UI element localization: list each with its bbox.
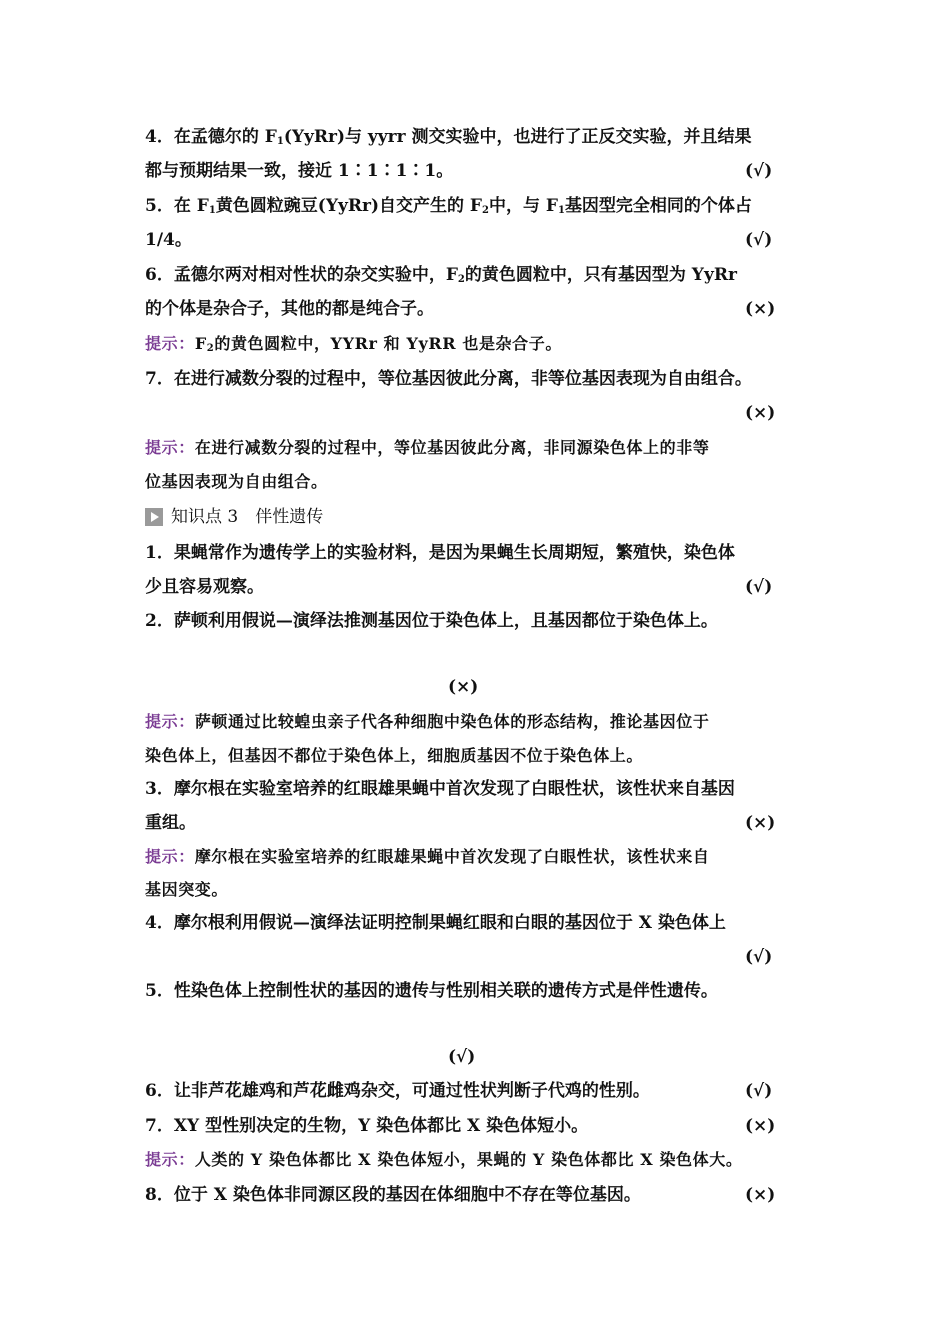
answer-mark-4: (√) — [745, 161, 773, 181]
hint-label: 提示： — [145, 712, 195, 731]
section-title: 知识点 3 伴性遗传 — [171, 507, 324, 527]
question-6-line-1: 6．孟德尔两对相对性状的杂交实验中，$F_2$的黄色圆粒中，只有基因型为 YyRr — [145, 265, 737, 285]
play-icon — [145, 508, 163, 526]
hint-6: 提示：$F_2$的黄色圆粒中，YYRr 和 YyRR 也是杂合子。 — [145, 334, 562, 354]
s3-question-3-line-2: 重组。 — [145, 813, 196, 833]
hint-label: 提示： — [145, 847, 195, 866]
hint-7-line-2: 位基因表现为自由组合。 — [145, 472, 328, 491]
s3-answer-mark-3: (×) — [745, 813, 776, 833]
question-4-line-2: 都与预期结果一致，接近 1∶1∶1∶1。 — [145, 161, 454, 181]
s3-answer-mark-8: (×) — [745, 1185, 776, 1205]
s3-hint-2-line-2: 染色体上，但基因不都位于染色体上，细胞质基因不位于染色体上。 — [145, 746, 644, 765]
s3-question-4-line-1: 4．摩尔根利用假说—演绎法证明控制果蝇红眼和白眼的基因位于 X 染色体上 — [145, 913, 726, 933]
s3-question-1-line-2: 少且容易观察。 — [145, 577, 264, 597]
hint-label: 提示： — [145, 1150, 195, 1169]
s3-hint-7: 提示：人类的 Y 染色体都比 X 染色体短小，果蝇的 Y 染色体都比 X 染色体大。 — [145, 1150, 743, 1169]
s3-question-7-line-1: 7．XY 型性别决定的生物，Y 染色体都比 X 染色体短小。 — [145, 1116, 589, 1136]
s3-answer-mark-6: (√) — [745, 1081, 773, 1101]
s3-question-2-line-1: 2．萨顿利用假说—演绎法推测基因位于染色体上，且基因都位于染色体上。 — [145, 611, 718, 631]
s3-question-3-line-1: 3．摩尔根在实验室培养的红眼雄果蝇中首次发现了白眼性状，该性状来自基因 — [145, 779, 735, 799]
hint-7-line-1: 提示：在进行减数分裂的过程中，等位基因彼此分离，非同源染色体上的非等 — [145, 438, 710, 457]
question-5-line-2: 1/4。 — [145, 230, 192, 250]
hint-label: 提示： — [145, 438, 195, 457]
question-5-line-1: 5．在 $F_1$黄色圆粒豌豆(YyRr)自交产生的 $F_2$中，与 $F_1$基因型完全相同的个体占 — [145, 196, 752, 216]
s3-question-5-line-1: 5．性染色体上控制性状的基因的遗传与性别相关联的遗传方式是伴性遗传。 — [145, 981, 718, 1001]
question-7-line-1: 7．在进行减数分裂的过程中，等位基因彼此分离，非等位基因表现为自由组合。 — [145, 369, 752, 389]
section-header-3 — [145, 502, 323, 532]
s3-hint-2-line-1: 提示：萨顿通过比较蝗虫亲子代各种细胞中染色体的形态结构，推论基因位于 — [145, 712, 710, 731]
s3-answer-mark-7: (×) — [745, 1116, 776, 1136]
s3-hint-3-line-2: 基因突变。 — [145, 880, 229, 899]
s3-hint-3-line-1: 提示：摩尔根在实验室培养的红眼雄果蝇中首次发现了白眼性状，该性状来自 — [145, 847, 710, 866]
s3-answer-mark-4: (√) — [745, 947, 773, 967]
question-6-line-2: 的个体是杂合子，其他的都是纯合子。 — [145, 299, 434, 319]
s3-answer-mark-5: (√) — [448, 1047, 476, 1067]
s3-question-1-line-1: 1．果蝇常作为遗传学上的实验材料，是因为果蝇生长周期短，繁殖快，染色体 — [145, 543, 735, 563]
hint-label: 提示： — [145, 334, 195, 353]
s3-question-6-line-1: 6．让非芦花雄鸡和芦花雌鸡杂交，可通过性状判断子代鸡的性别。 — [145, 1081, 650, 1101]
s3-answer-mark-1: (√) — [745, 577, 773, 597]
s3-question-8-line-1: 8．位于 X 染色体非同源区段的基因在体细胞中不存在等位基因。 — [145, 1185, 641, 1205]
answer-mark-5: (√) — [745, 230, 773, 250]
s3-answer-mark-2: (×) — [448, 677, 479, 697]
answer-mark-7: (×) — [745, 403, 776, 423]
question-4-line-1: 4．在孟德尔的 $F_1(YyRr)$与 yyrr 测交实验中，也进行了正反交实验，并且结果 — [145, 127, 752, 147]
answer-mark-6: (×) — [745, 299, 776, 319]
